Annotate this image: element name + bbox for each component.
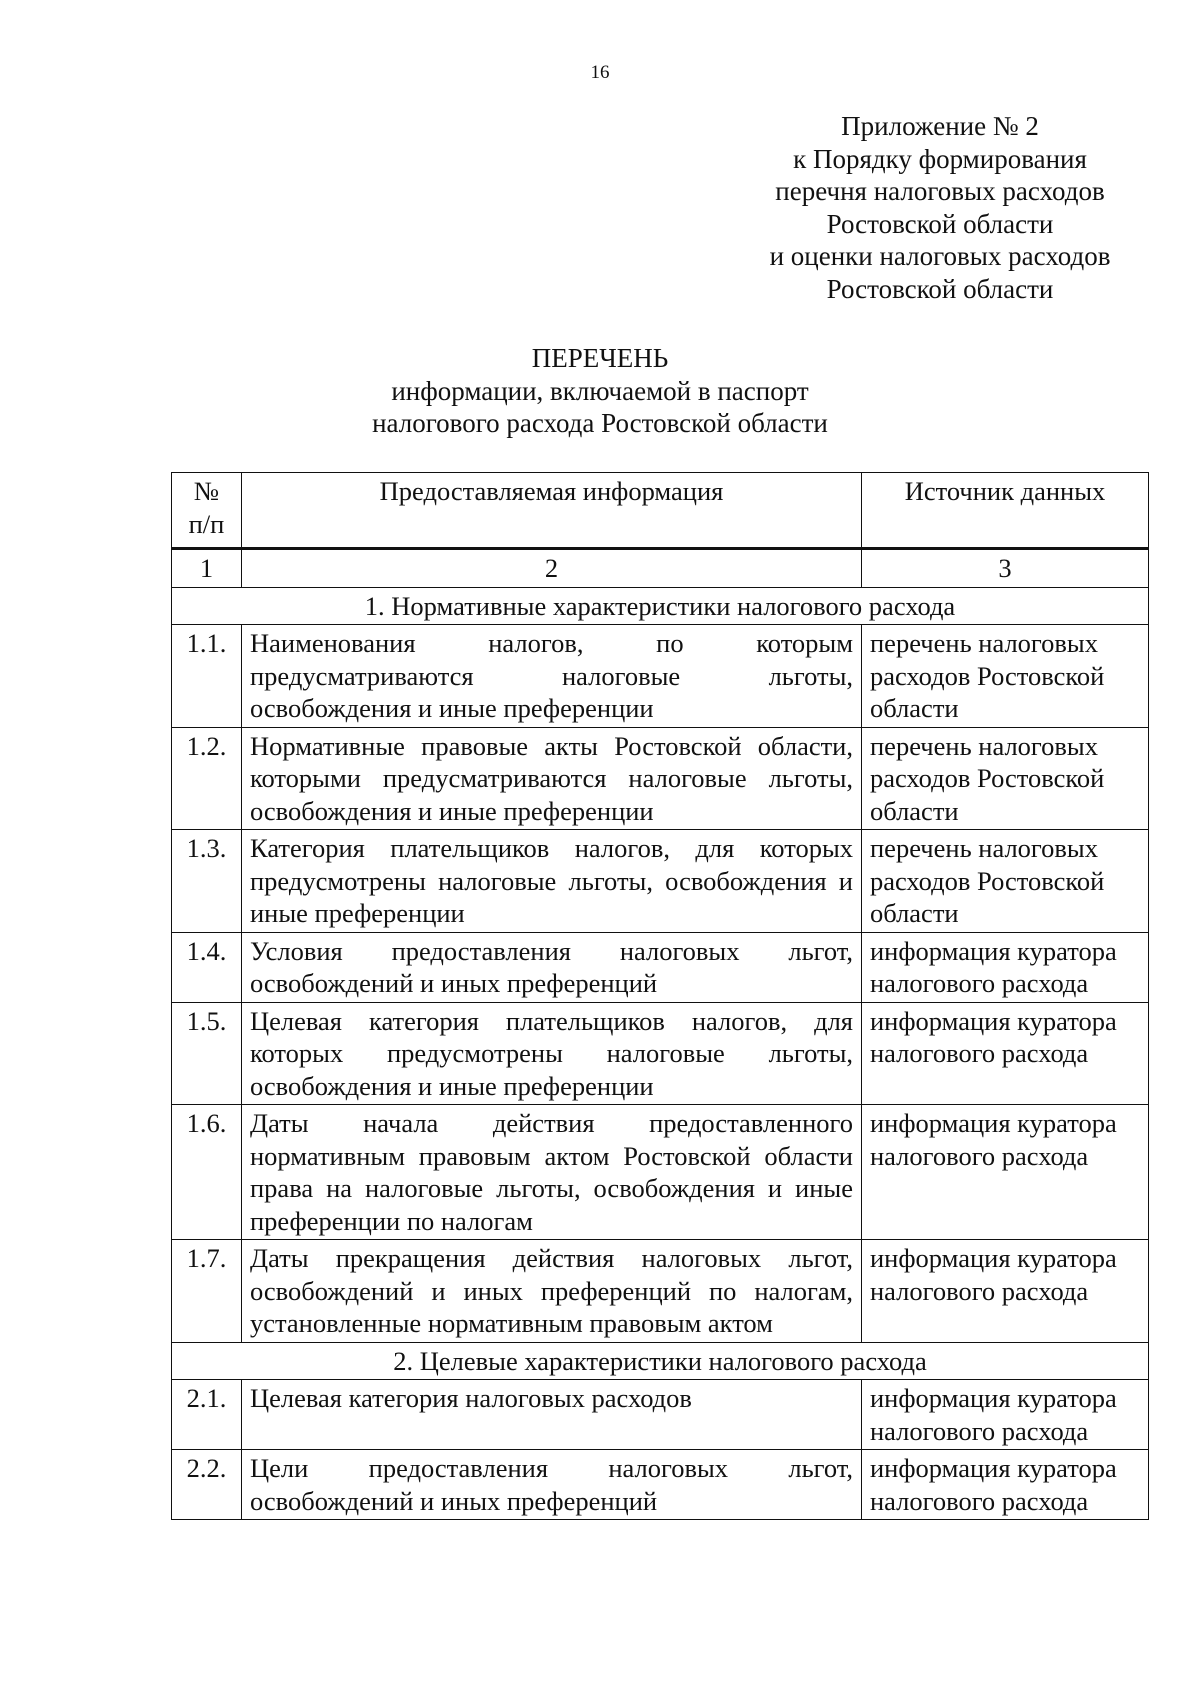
table-header-row [172, 473, 1149, 549]
document-subtitle-line: информации, включаемой в паспорт [391, 375, 809, 406]
row-info: Нормативные правовые акты Ростовской области, которыми предусматриваются налоговые льготы, освобождения и иные преференции [242, 727, 862, 830]
appendix-block [750, 110, 1130, 305]
row-num: 1.4. [172, 932, 242, 1002]
row-source: перечень налоговых расходов Ростовской области [862, 830, 1149, 933]
row-num: 1.6. [172, 1105, 242, 1240]
table-row [172, 1105, 1149, 1240]
row-num: 1.5. [172, 1002, 242, 1105]
row-info: Категория плательщиков налогов, для которых предусмотрены налоговые льготы, освобождения и иные преференции [242, 830, 862, 933]
row-source: перечень налоговых расходов Ростовской области [862, 625, 1149, 728]
section-row [172, 1342, 1149, 1380]
row-num: 1.1. [172, 625, 242, 728]
appendix-line: перечня налоговых расходов [775, 176, 1105, 206]
document-title: ПЕРЕЧЕНЬ [531, 343, 669, 373]
row-source: информация куратора налогового расхода [862, 1380, 1149, 1450]
table-row [172, 932, 1149, 1002]
header-info: Предоставляемая информация [242, 473, 862, 549]
table-row [172, 625, 1149, 728]
row-num: 1.3. [172, 830, 242, 933]
row-info: Цели предоставления налоговых льгот, освобождений и иных преференций [242, 1450, 862, 1520]
row-num: 2.2. [172, 1450, 242, 1520]
row-source: информация куратора налогового расхода [862, 1002, 1149, 1105]
section-title: 2. Целевые характеристики налогового расхода [172, 1342, 1149, 1380]
column-number: 1 [172, 549, 242, 588]
row-info: Условия предоставления налоговых льгот, освобождений и иных преференций [242, 932, 862, 1002]
row-source: информация куратора налогового расхода [862, 1240, 1149, 1343]
header-num: № п/п [172, 473, 242, 549]
appendix-line: Ростовской области [826, 208, 1054, 239]
table-row [172, 830, 1149, 933]
document-title-block [0, 342, 1200, 440]
appendix-line: к Порядку формирования [793, 143, 1087, 174]
row-num: 1.2. [172, 727, 242, 830]
row-source: информация куратора налогового расхода [862, 1450, 1149, 1520]
row-source: информация куратора налогового расхода [862, 932, 1149, 1002]
information-table [171, 472, 1149, 1520]
row-source: перечень налоговых расходов Ростовской области [862, 727, 1149, 830]
column-number: 2 [242, 549, 862, 588]
page-number: 16 [590, 62, 610, 83]
row-source: информация куратора налогового расхода [862, 1105, 1149, 1240]
column-number: 3 [862, 549, 1149, 588]
table-row [172, 1240, 1149, 1343]
table-row [172, 1450, 1149, 1520]
row-num: 2.1. [172, 1380, 242, 1450]
row-info: Даты прекращения действия налоговых льгот, освобождений и иных преференций по налогам, установленные нормативным правовым актом [242, 1240, 862, 1343]
appendix-line: и оценки налоговых расходов [769, 241, 1111, 271]
header-source: Источник данных [862, 473, 1149, 549]
column-number-row [172, 549, 1149, 588]
table-row [172, 727, 1149, 830]
section-title: 1. Нормативные характеристики налогового расхода [172, 587, 1149, 625]
section-row [172, 587, 1149, 625]
row-info: Даты начала действия предоставленного нормативным правовым актом Ростовской области права на налоговые льготы, освобождения и иные преференции по налогам [242, 1105, 862, 1240]
appendix-line: Приложение № 2 [841, 111, 1039, 141]
appendix-line: Ростовской области [826, 273, 1054, 304]
table-row [172, 1002, 1149, 1105]
document-subtitle-line: налогового расхода Ростовской области [372, 408, 828, 438]
row-info: Целевая категория налоговых расходов [242, 1380, 862, 1450]
row-info: Целевая категория плательщиков налогов, для которых предусмотрены налоговые льготы, освобождения и иные преференции [242, 1002, 862, 1105]
row-num: 1.7. [172, 1240, 242, 1343]
table-row [172, 1380, 1149, 1450]
row-info: Наименования налогов, по которым предусматриваются налоговые льготы, освобождения и иные преференции [242, 625, 862, 728]
